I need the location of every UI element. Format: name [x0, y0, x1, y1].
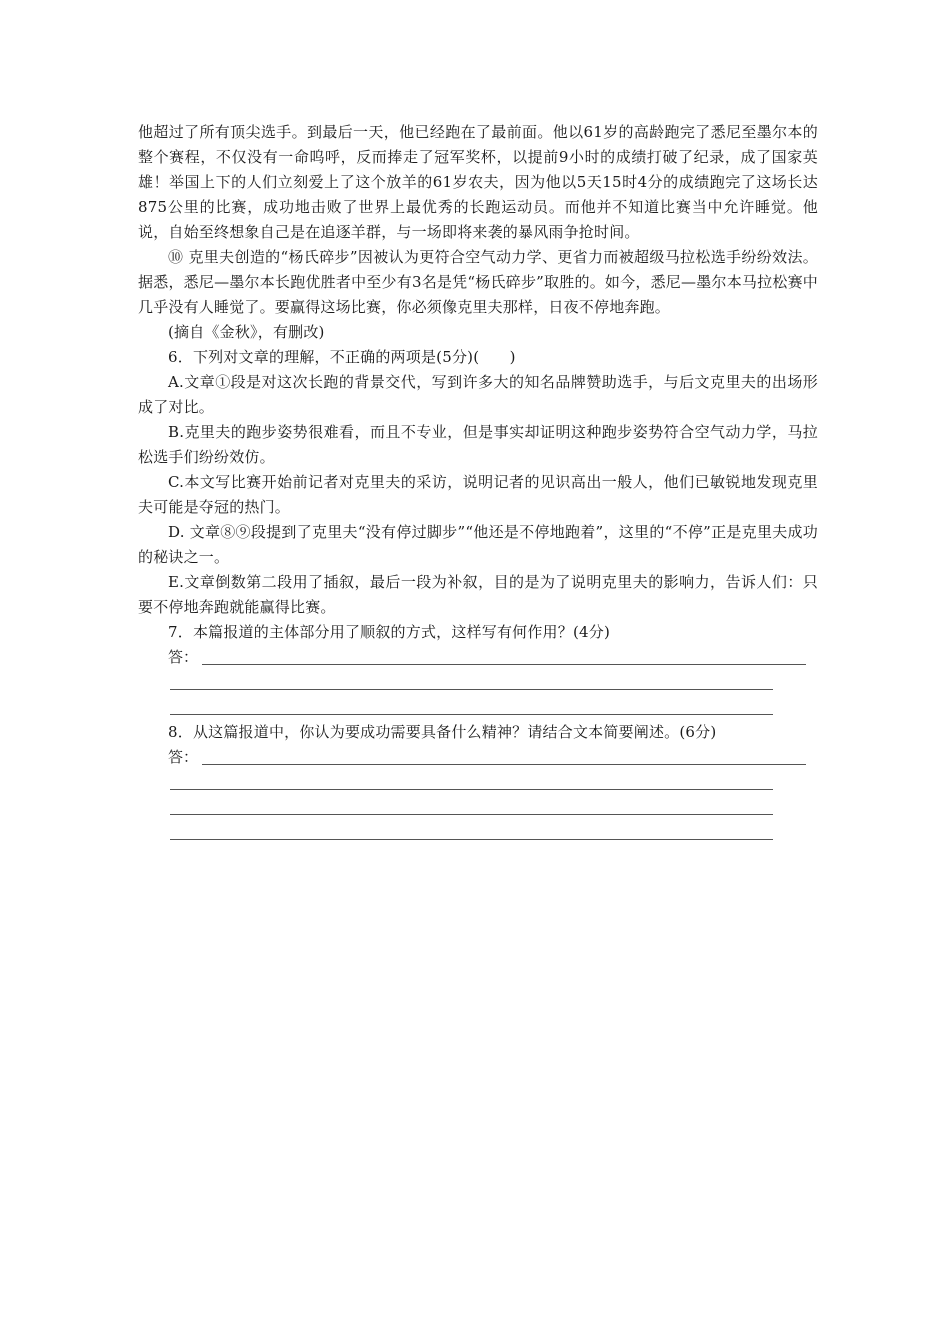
answer-line[interactable] [138, 670, 818, 695]
answer-rule [170, 789, 773, 790]
answer-rule [170, 689, 773, 690]
question-8-stem: 8．从这篇报道中，你认为要成功需要具备什么精神？请结合文本简要阐述。(6分) [168, 723, 717, 741]
question-6-stem: 6．下列对文章的理解，不正确的两项是(5分)( ) [168, 348, 516, 366]
answer-rule [202, 664, 806, 665]
question-7-stem: 7．本篇报道的主体部分用了顺叙的方式，这样写有何作用？(4分) [168, 623, 610, 641]
answer-label: 答： [168, 748, 199, 766]
answer-line[interactable] [138, 745, 818, 770]
question-6-option-b: B.克里夫的跑步姿势很难看，而且不专业，但是事实却证明这种跑步姿势符合空气动力学，马拉松选手们纷纷效仿。 [138, 423, 818, 466]
answer-line[interactable] [138, 770, 818, 795]
answer-rule [170, 814, 773, 815]
question-6-option-a: A.文章①段是对这次长跑的背景交代，写到许多大的知名品牌赞助选手，与后文克里夫的出场形成了对比。 [138, 373, 818, 416]
article-paragraph-10: ⑩ 克里夫创造的“杨氏碎步”因被认为更符合空气动力学、更省力而被超级马拉松选手纷纷效法。据悉，悉尼—墨尔本长跑优胜者中至少有3名是凭“杨氏碎步”取胜的。如今，悉尼—墨尔本马拉松赛中几乎没有人睡觉了。要赢得这场比赛，你必须像克里夫那样，日夜不停地奔跑。 [138, 248, 818, 316]
answer-line[interactable] [138, 820, 818, 845]
question-6-option-e: E.文章倒数第二段用了插叙，最后一段为补叙，目的是为了说明克里夫的影响力，告诉人们：只要不停地奔跑就能赢得比赛。 [138, 573, 818, 616]
article-paragraph-continued: 他超过了所有顶尖选手。到最后一天，他已经跑在了最前面。他以61岁的高龄跑完了悉尼至墨尔本的整个赛程，不仅没有一命呜呼，反而捧走了冠军奖杯，以提前9小时的成绩打破了纪录，成了国家英雄！举国上下的人们立刻爱上了这个放羊的61岁农夫，因为他以5天15时4分的成绩跑完了这场长达875公里的比赛，成功地击败了世界上最优秀的长跑运动员。而他并不知道比赛当中允许睡觉。他说，自始至终想象自己是在追逐羊群，与一场即将来袭的暴风雨争抢时间。 [138, 123, 818, 241]
question-8-answer-area[interactable] [138, 745, 818, 845]
answer-rule [170, 714, 773, 715]
question-6-option-d: D. 文章⑧⑨段提到了克里夫“没有停过脚步”“他还是不停地跑着”，这里的“不停”正是克里夫成功的秘诀之一。 [138, 523, 818, 566]
answer-line[interactable] [138, 695, 818, 720]
answer-label: 答： [168, 648, 199, 666]
document-page [138, 120, 818, 845]
answer-rule [170, 839, 773, 840]
answer-line[interactable] [138, 795, 818, 820]
question-6-option-c: C.本文写比赛开始前记者对克里夫的采访，说明记者的见识高出一般人，他们已敏锐地发现克里夫可能是夺冠的热门。 [138, 473, 818, 516]
article-source: (摘自《金秋》，有删改) [168, 323, 325, 341]
answer-rule [202, 764, 806, 765]
question-7-answer-area[interactable] [138, 645, 818, 720]
answer-line[interactable] [138, 645, 818, 670]
